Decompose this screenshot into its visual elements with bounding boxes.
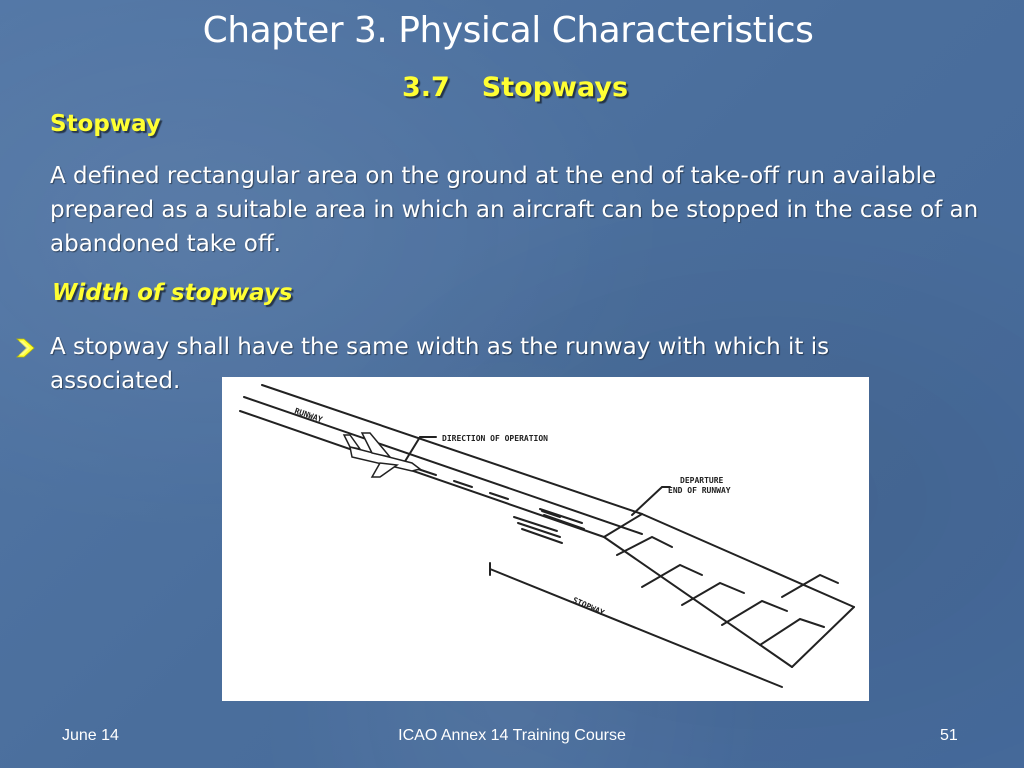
stopway-diagram-svg [222,377,869,701]
section-title: Stopways [481,72,629,103]
label-direction: DIRECTION OF OPERATION [442,434,548,443]
footer-course: ICAO Annex 14 Training Course [398,727,626,744]
label-stopway: STOPWAY [571,595,606,618]
label-runway: RUNWAY [293,406,324,425]
definition-text: A defined rectangular area on the ground at the end of take-off run available prepared as a suitable area in which an aircraft can be stopped in the case of an abandoned take off. [50,163,979,257]
arrow-bullet-icon [16,337,36,359]
stopway-diagram [222,377,869,701]
footer-date: June 14 [62,727,119,744]
term-heading: Stopway [50,111,161,137]
width-subheading: Width of stopways [52,280,293,306]
label-departure-2: END OF RUNWAY [668,486,731,495]
section-number: 3.7 [401,72,450,103]
section-heading [0,72,1024,103]
bullet-text: A stopway shall have the same width as the runway with which it is associated. [50,334,830,394]
label-departure-1: DEPARTURE [680,476,724,485]
footer-page-number: 51 [940,727,958,744]
slide-title: Chapter 3. Physical Characteristics [202,10,814,51]
